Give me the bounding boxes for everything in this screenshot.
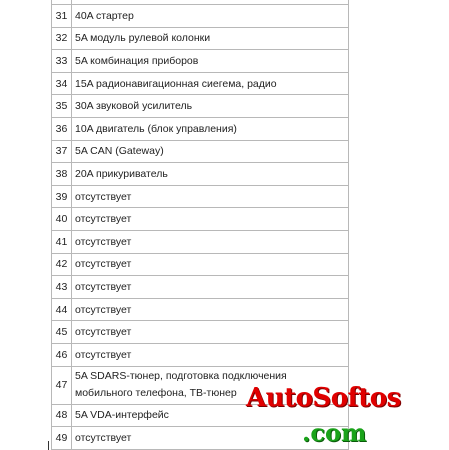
fuse-number: 39 bbox=[52, 186, 72, 208]
fuse-number: 33 bbox=[52, 50, 72, 72]
watermark-domain: .com bbox=[302, 418, 367, 447]
fuse-number: 43 bbox=[52, 276, 72, 298]
table-row bbox=[52, 208, 349, 231]
table-row bbox=[52, 118, 349, 141]
table-row bbox=[52, 276, 349, 299]
fuse-description: отсутствует bbox=[75, 213, 132, 226]
fuse-description: отсутствует bbox=[75, 258, 132, 271]
text-cursor bbox=[48, 441, 49, 450]
fuse-number: 40 bbox=[52, 208, 72, 230]
fuse-number: 41 bbox=[52, 231, 72, 253]
table-row bbox=[52, 5, 349, 28]
fuse-description: отсутствует bbox=[75, 431, 132, 444]
fuse-number: 48 bbox=[52, 405, 72, 427]
fuse-description: отсутствует bbox=[75, 235, 132, 248]
fuse-description: 40A стартер bbox=[75, 9, 134, 22]
fuse-description: 5A CAN (Gateway) bbox=[75, 145, 164, 158]
table-row bbox=[52, 299, 349, 322]
fuse-description: 10A двигатель (блок управления) bbox=[75, 122, 237, 135]
table-row bbox=[52, 141, 349, 164]
fuse-number: 47 bbox=[52, 367, 72, 404]
fuse-number: 45 bbox=[52, 321, 72, 343]
table-row bbox=[52, 254, 349, 277]
fuse-description: отсутствует bbox=[75, 348, 132, 361]
table-row bbox=[52, 73, 349, 96]
fuse-description bbox=[72, 0, 348, 4]
fuse-description: 5A комбинация приборов bbox=[75, 54, 199, 67]
fuse-description: 5A SDARS-тюнер, подготовка подключения мобильного телефона, ТВ-тюнер bbox=[75, 370, 287, 399]
fuse-number: 36 bbox=[52, 118, 72, 140]
table-row bbox=[52, 50, 349, 73]
fuse-description: 5A VDA-интерфейс bbox=[75, 409, 169, 422]
fuse-description: 30A звуковой усилитель bbox=[75, 100, 193, 113]
fuse-description: 15A радионавигационная сиегема, радио bbox=[75, 77, 277, 90]
fuse-number: 37 bbox=[52, 141, 72, 163]
fuse-description: отсутствует bbox=[75, 190, 132, 203]
fuse-number: 34 bbox=[52, 73, 72, 95]
watermark-logo: AutoSoftos bbox=[246, 383, 401, 413]
fuse-number: 42 bbox=[52, 254, 72, 276]
fuse-description: отсутствует bbox=[75, 303, 132, 316]
table-row bbox=[52, 28, 349, 51]
table-row bbox=[52, 163, 349, 186]
table-row bbox=[52, 344, 349, 367]
fuse-description: 20A прикуриватель bbox=[75, 167, 168, 180]
fuse-description: отсутствует bbox=[75, 326, 132, 339]
fuse-number: 38 bbox=[52, 163, 72, 185]
table-row bbox=[52, 95, 349, 118]
fuse-number: 32 bbox=[52, 28, 72, 50]
fuse-description: отсутствует bbox=[75, 280, 132, 293]
fuse-number: 44 bbox=[52, 299, 72, 321]
fuse-number: 35 bbox=[52, 95, 72, 117]
fuse-number: 31 bbox=[52, 5, 72, 27]
fuse-number bbox=[52, 0, 72, 4]
fuse-number: 46 bbox=[52, 344, 72, 366]
table-row bbox=[52, 186, 349, 209]
fuse-description: 5A модуль рулевой колонки bbox=[75, 32, 211, 45]
table-row bbox=[52, 321, 349, 344]
table-row bbox=[52, 231, 349, 254]
fuse-number: 49 bbox=[52, 427, 72, 449]
